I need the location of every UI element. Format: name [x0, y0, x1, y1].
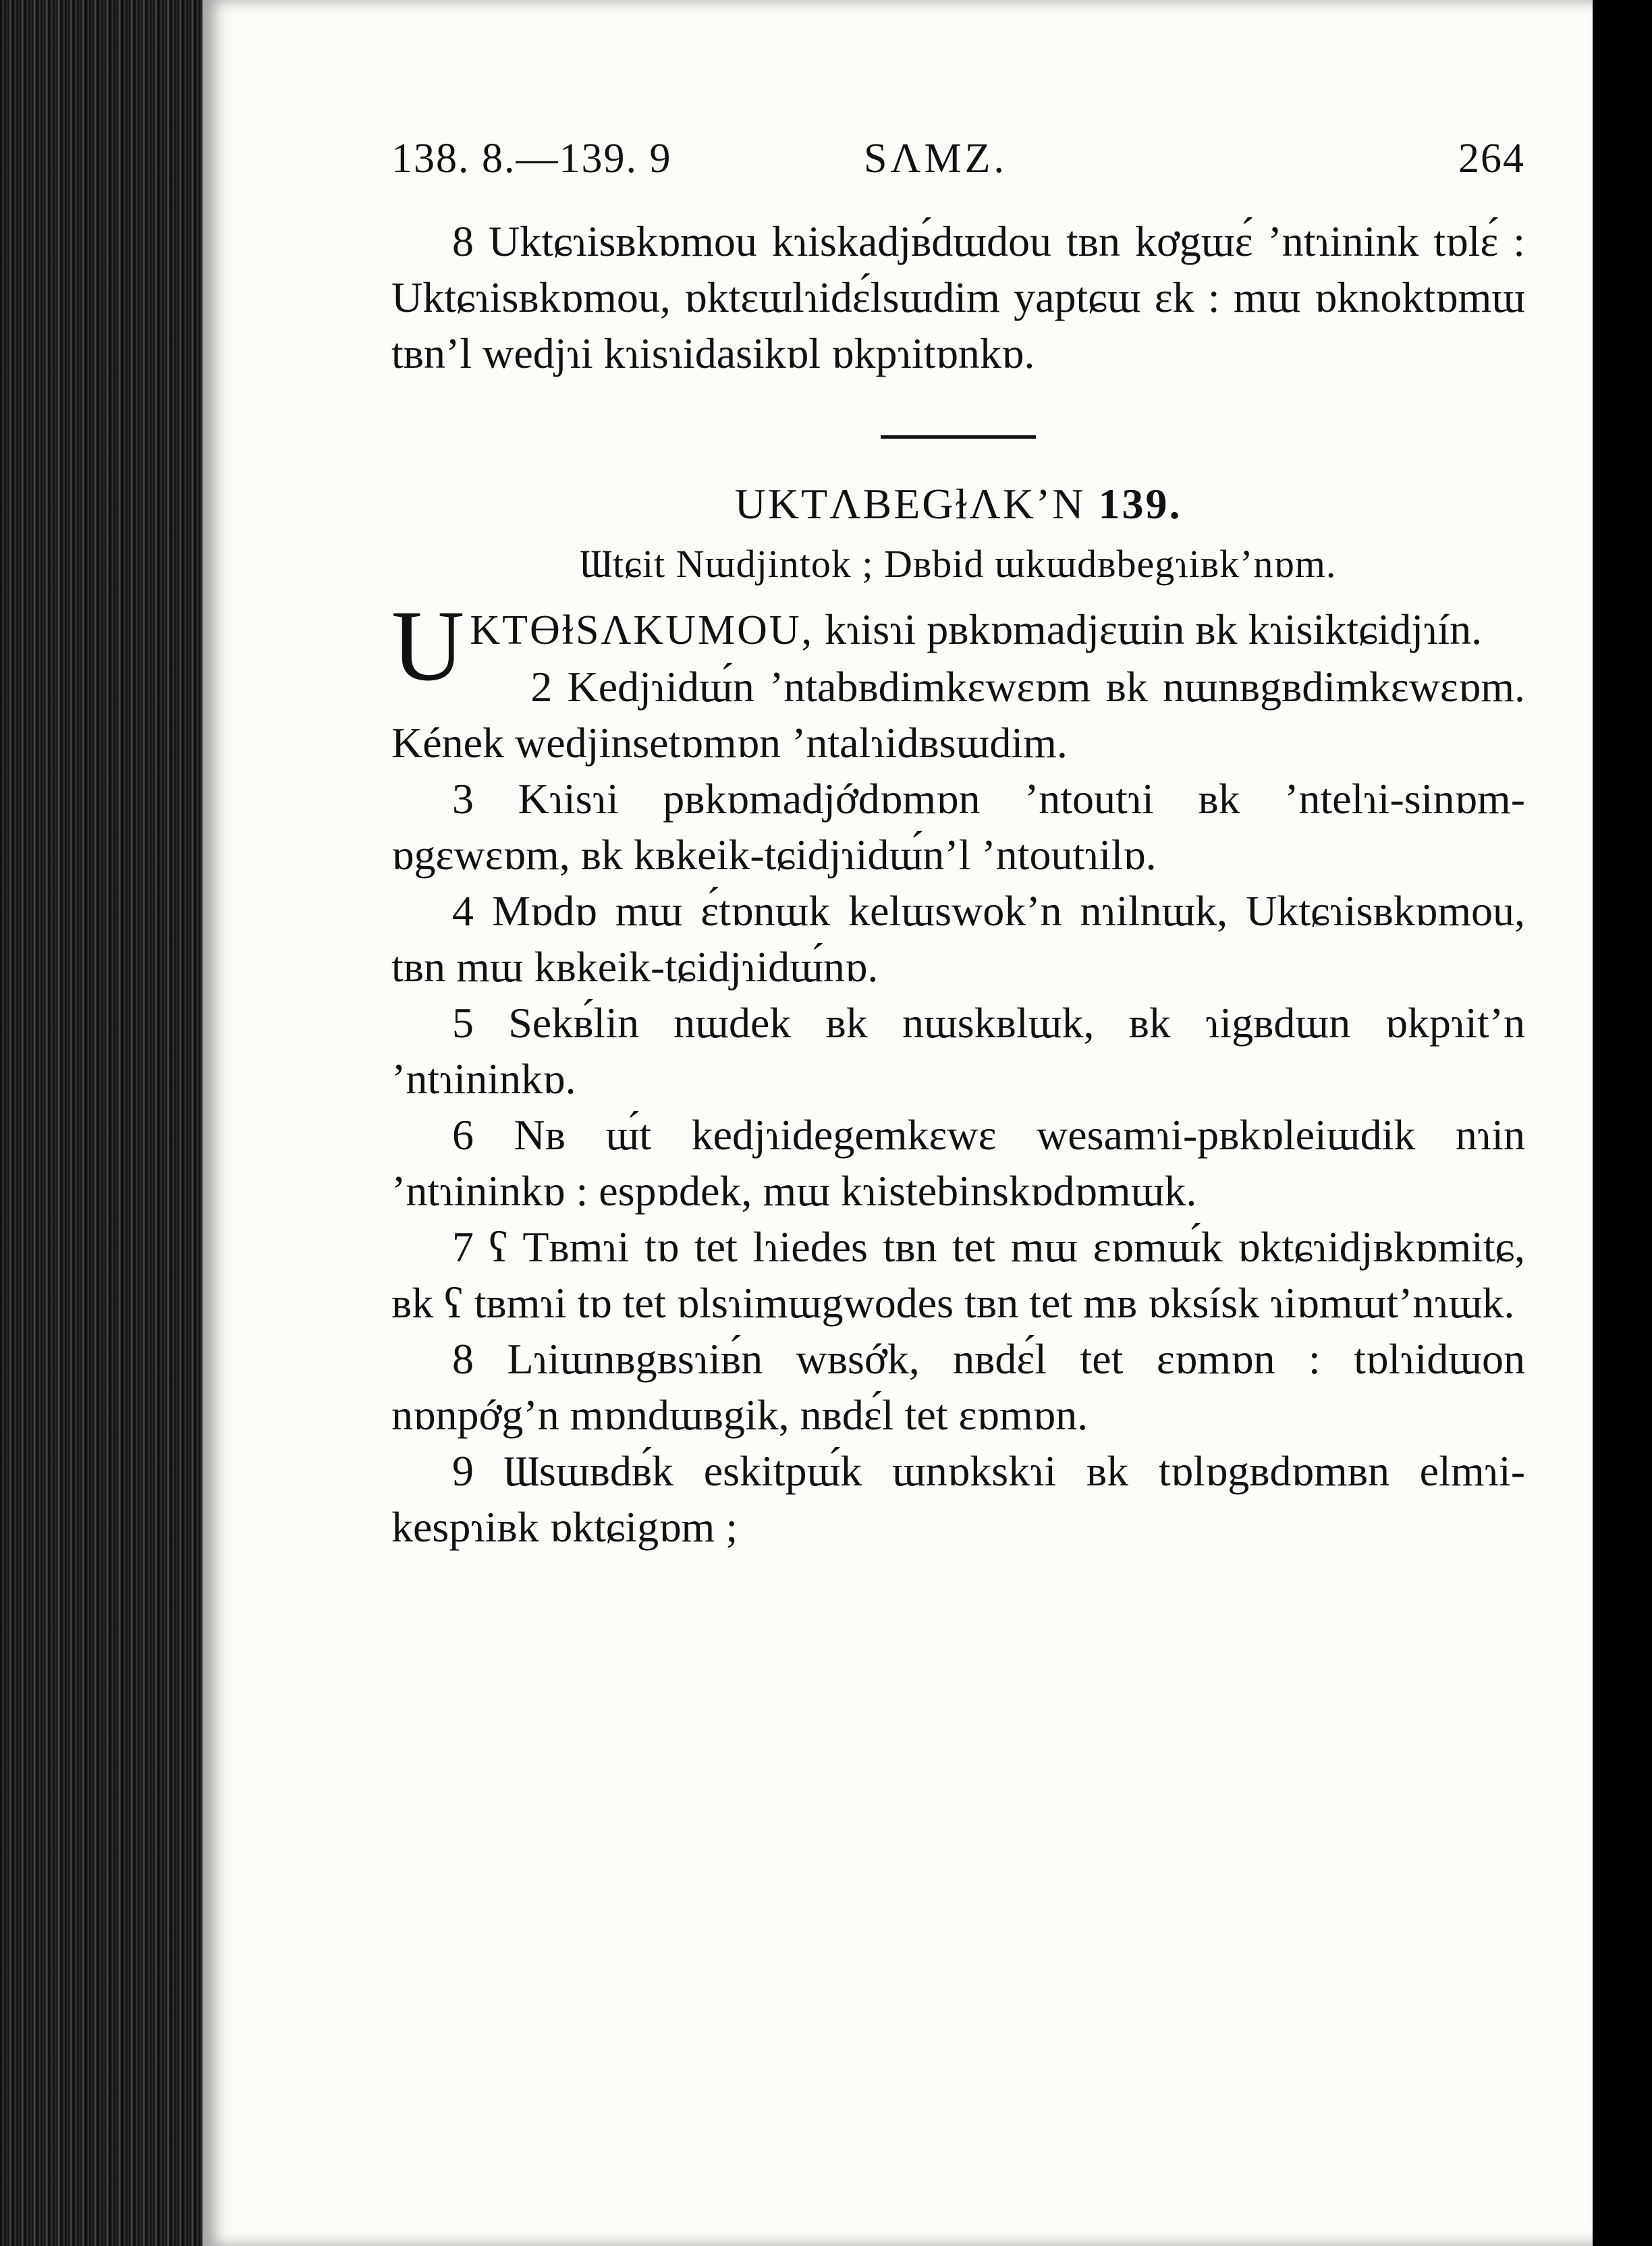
verse-7: 7 ʕ Tʙmɿi tɒ tet lɿiedes tʙn tet mɯ ɛɒmɯ́k ɒktɕɿidjʙkɒmitɕ, ʙk ʕ tʙmɿi tɒ tet ɒlsɿimɯgwodes tʙn tet mʙ ɒksísk ɿiɒmɯt’nɿɯk. — [391, 1223, 1525, 1327]
psalm138-verse-8: 8 Uktɕɿisʙkɒmou kɿiskadjʙ́dɯdou tʙn kơgɯɛ́ ’ntɿinink tɒlɛ́ : Uktɕɿisʙkɒmou, ɒktɛɯlɿidɛ́lsɯdim yaptɕɯ ɛk : mɯ ɒknoktɒmɯ tʙn’l wedjɿi kɿisɿidasikɒl ɒkpɿitɒnkɒ. — [391, 217, 1525, 377]
psalm-heading-number: 139. — [1098, 480, 1182, 528]
verse-3: 3 Kɿisɿi pʙkɒmadjớdɒmɒn ’ntoutɿi ʙk ’ntelɿi-sinɒm-ɒgɛwɛɒm, ʙk kʙkeik-tɕidjɿidɯ́n’l ’ntoutɿilɒ. — [391, 775, 1525, 879]
opening-smallcaps: KTƟɫSΛKUMOU, — [470, 607, 815, 653]
page-number: 264 — [1458, 136, 1525, 182]
page-content — [391, 135, 1525, 1555]
opening-text: kɿisɿi pʙkɒmadjɛɯin ʙk kɿisiktɕidjɿín. — [814, 605, 1483, 653]
running-head-reference: 138. 8.—139. 9 — [391, 136, 672, 182]
verse-6: 6 Nʙ ɯ́t kedjɿidegemkɛwɛ wesamɿi-pʙkɒleiɯdik nɿin ’ntɿininkɒ : espɒdek, mɯ kɿistebinskɒdɒmɯk. — [391, 1111, 1525, 1215]
running-head — [391, 135, 1525, 189]
running-head-book: SΛMZ. — [864, 136, 1008, 182]
book-page-edges — [0, 0, 223, 2246]
drop-cap: U — [391, 590, 465, 702]
verse-2: 2 Kedjɿidɯ́n ’ntabʙdimkɛwɛɒm ʙk nɯnʙgʙdimkɛwɛɒm. Kének wedjinsetɒmɒn ’ntalɿidʙsɯdim. — [391, 663, 1525, 767]
section-divider — [881, 435, 1036, 439]
verse-8: 8 Lɿiɯnʙgʙsɿiʙ́n wʙsớk, nʙdɛ́l tet ɛɒmɒn : tɒlɿidɯon nɒnpớg’n mɒndɯʙgik, nʙdɛ́l tet ɛɒmɒn. — [391, 1335, 1525, 1439]
psalm-heading-label: UKTΛBEGɫΛK’N — [734, 480, 1086, 528]
psalm-heading — [391, 479, 1525, 529]
psalm139-verse-1 — [391, 590, 1525, 702]
verse-5: 5 Sekʙ́lin nɯdek ʙk nɯskʙlɯk, ʙk ɿigʙdɯn ɒkpɿit’n ’ntɿininkɒ. — [391, 999, 1525, 1103]
verse-9: 9 Ɯsɯʙdʙ́k eskitpɯ́k ɯnɒkskɿi ʙk tɒlɒgʙdɒmʙn elmɿi-kespɿiʙk ɒktɕigɒm ; — [391, 1447, 1525, 1551]
verse-4: 4 Mɒdɒ mɯ ɛ́tɒnɯk kelɯswok’n nɿilnɯk, Uktɕɿisʙkɒmou, tʙn mɯ kʙkeik-tɕidjɿidɯ́nɒ. — [391, 887, 1525, 991]
scan-border — [1593, 0, 1652, 2246]
psalm-superscription: Ɯtɕit Nɯdjintok ; Dʙbid ɯkɯdʙbegɿiʙk’nɒm. — [580, 542, 1337, 586]
